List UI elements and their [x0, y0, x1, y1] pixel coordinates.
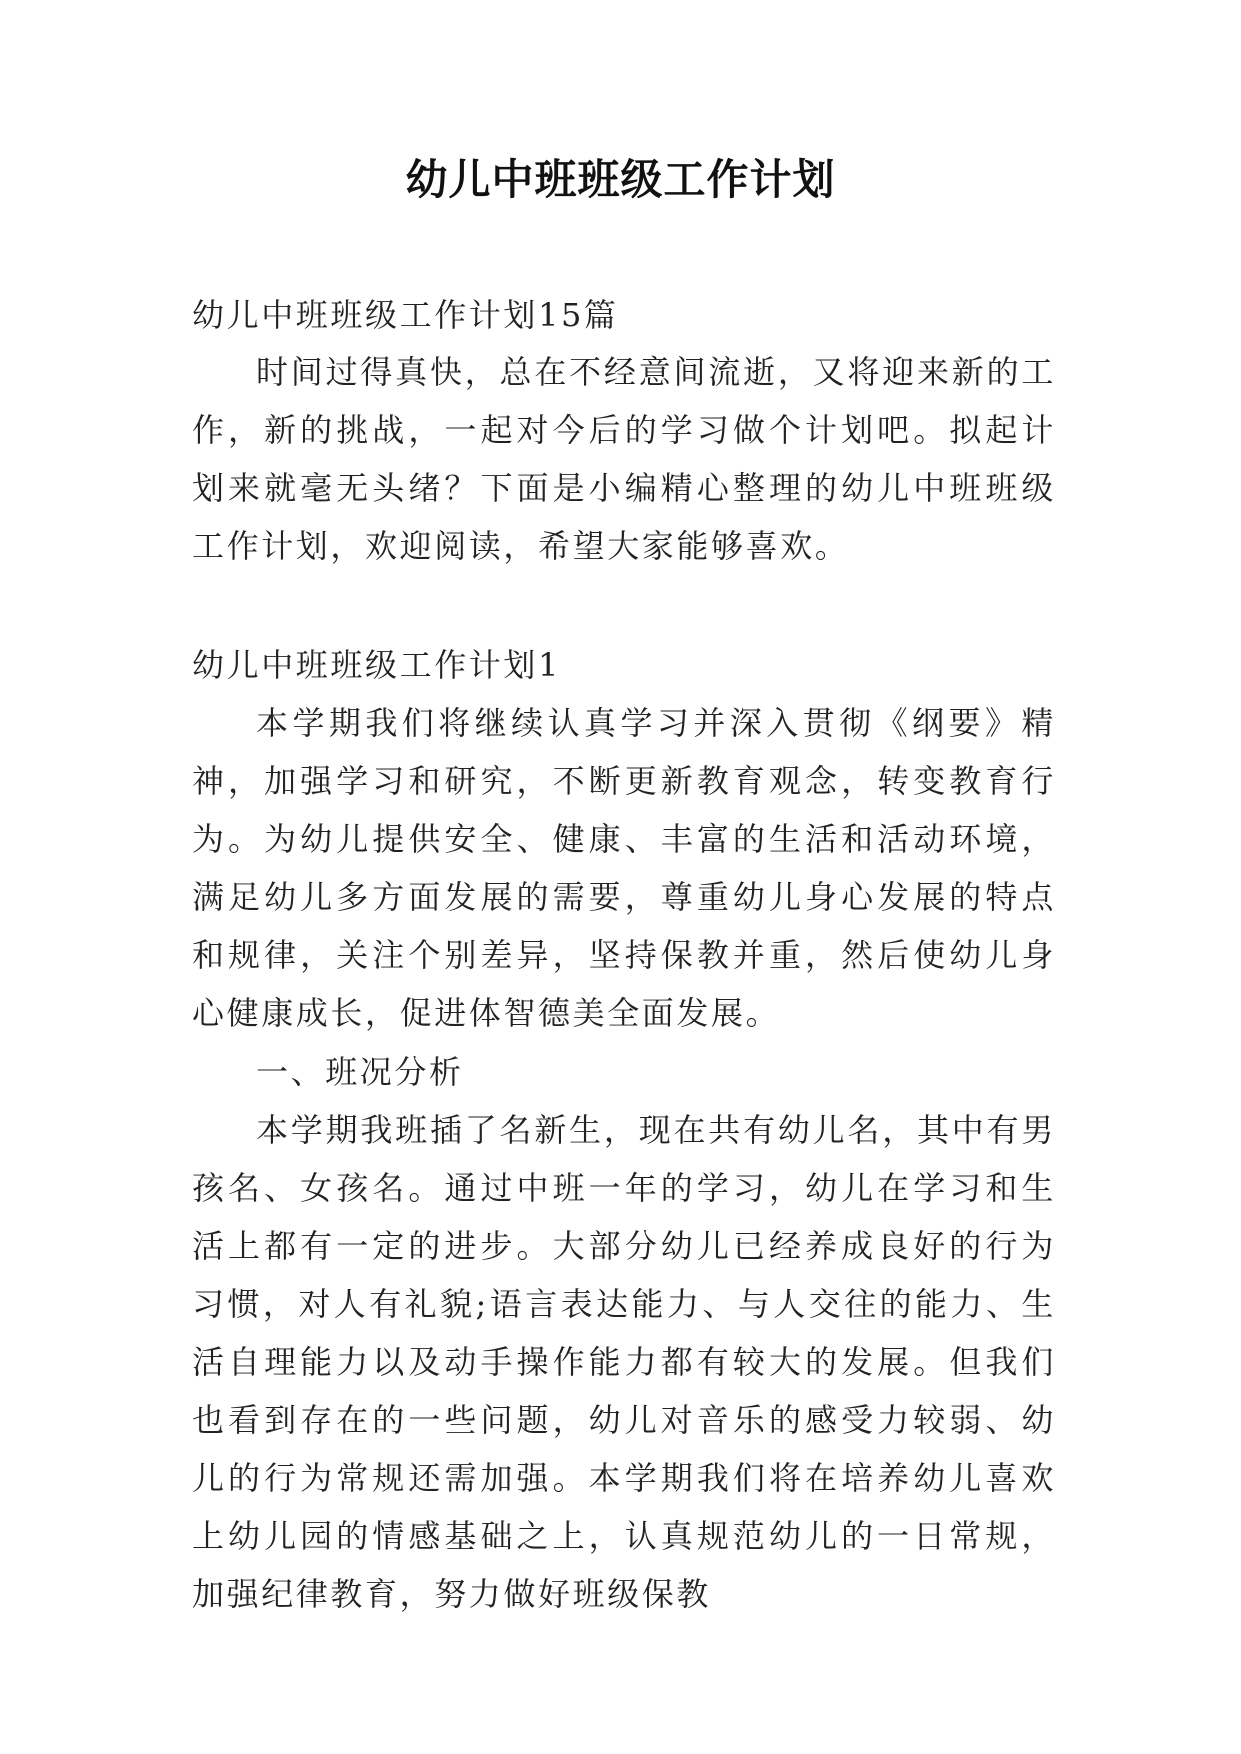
intro-paragraph: 时间过得真快，总在不经意间流逝，又将迎来新的工作，新的挑战，一起对今后的学习做个计划吧。拟起计划来就毫无头绪？下面是小编精心整理的幼儿中班班级工作计划，欢迎阅读，希望大家能够喜欢。	[192, 353, 1056, 565]
analysis-paragraph: 本学期我班插了名新生，现在共有幼儿名，其中有男孩名、女孩名。通过中班一年的学习，幼儿在学习和生活上都有一定的进步。大部分幼儿已经养成良好的行为习惯，对人有礼貌;语言表达能力、与人交往的能力、生活自理能力以及动手操作能力都有较大的发展。但我们也看到存在的一些问题，幼儿对音乐的感受力较弱、幼儿的行为常规还需加强。本学期我们将在培养幼儿喜欢上幼儿园的情感基础之上，认真规范幼儿的一日常规，加强纪律教育，努力做好班级保教	[192, 1111, 1056, 1613]
analysis-heading: 一、班况分析	[256, 1053, 464, 1091]
document-title: 幼儿中班班级工作计划	[405, 155, 836, 204]
section-heading: 幼儿中班班级工作计划1	[192, 646, 561, 684]
section-paragraph: 本学期我们将继续认真学习并深入贯彻《纲要》精神，加强学习和研究，不断更新教育观念，转变教育行为。为幼儿提供安全、健康、丰富的生活和活动环境，满足幼儿多方面发展的需要，尊重幼儿身心发展的特点和规律，关注个别差异，坚持保教并重，然后使幼儿身心健康成长，促进体智德美全面发展。	[192, 704, 1056, 1032]
document-subtitle: 幼儿中班班级工作计划15篇	[192, 296, 619, 334]
